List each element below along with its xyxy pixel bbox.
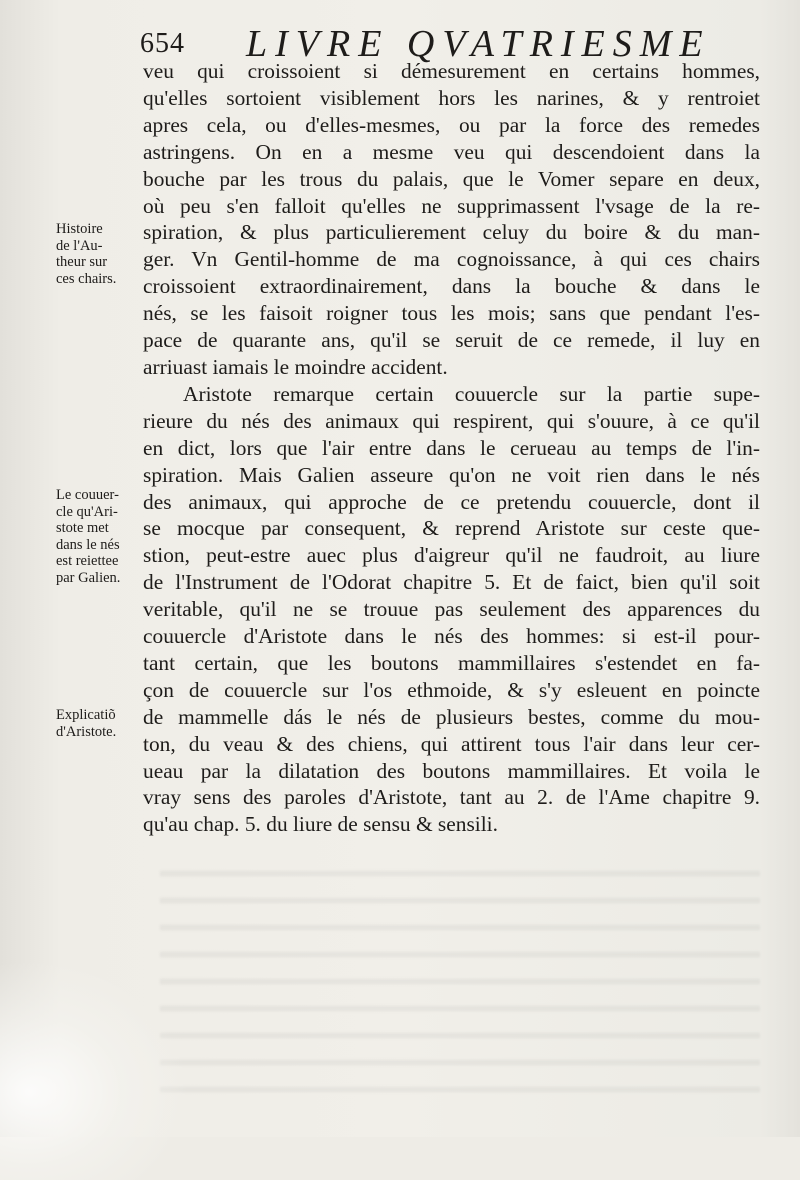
- margin-note-histoire: [56, 221, 142, 287]
- text-line: ueau par la dilatation des boutons mammillaires. Et voila le: [143, 758, 760, 783]
- page-number: 654: [140, 28, 185, 59]
- text-line: arriuast iamais le moindre accident.: [143, 354, 448, 379]
- text-line: çon de couuercle sur l'os ethmoide, & s'y esleuent en poincte: [143, 677, 760, 702]
- text-line: vray sens des paroles d'Aristote, tant au 2. de l'Ame chapitre 9.: [143, 785, 760, 810]
- text-line: se mocque par consequent, & reprend Aristote sur ceste que-: [143, 516, 760, 541]
- margin-note-line: Histoire: [56, 221, 103, 237]
- text-line: ger. Vn Gentil-homme de ma cognoissance, à qui ces chairs: [143, 247, 760, 272]
- paper-stain: [0, 960, 190, 1180]
- text-line: spiration. Mais Galien asseure qu'on ne voit rien dans le nés: [143, 462, 760, 487]
- margin-note-explication: [56, 707, 142, 740]
- margin-note-line: ces chairs.: [56, 270, 117, 287]
- margin-note-line: dans le nés: [56, 536, 120, 553]
- text-line: Aristote remarque certain couuercle sur la partie supe-: [183, 381, 760, 406]
- margin-note-line: de l'Au-: [56, 237, 103, 254]
- margin-note-line: theur sur: [56, 254, 108, 271]
- margin-note-line: par Galien.: [56, 569, 121, 586]
- text-line: où peu s'en falloit qu'elles ne supprimassent l'vsage de la re-: [143, 193, 760, 218]
- margin-note-line: est reiettee: [56, 553, 119, 570]
- text-line: astringens. On en a mesme veu qui descendoient dans la: [143, 139, 760, 164]
- text-line: veu qui croissoient si démesurement en certains hommes,: [143, 59, 760, 83]
- text-line: qu'elles sortoient visiblement hors les narines, & y rentroiet: [143, 85, 760, 110]
- text-line: de l'Instrument de l'Odorat chapitre 5. Et de faict, bien qu'il soit: [143, 570, 760, 595]
- margin-note-line: Le couuer-: [56, 487, 119, 503]
- text-line: en dict, lors que l'air entre dans le cerueau au temps de l'in-: [143, 435, 760, 460]
- text-line: bouche par les trous du palais, que le Vomer separe en deux,: [143, 166, 760, 191]
- text-line: ton, du veau & des chiens, qui attirent tous l'air dans leur cer-: [143, 731, 760, 756]
- text-line: veritable, qu'il ne se trouue pas seulement des apparences du: [143, 597, 760, 622]
- margin-note-line: Explicatiõ: [56, 707, 116, 723]
- text-line: couuercle d'Aristote dans le nés des hommes: si est-il pour-: [143, 624, 760, 649]
- show-through-bleed: [160, 850, 760, 1110]
- text-line: apres cela, ou d'elles-mesmes, ou par la force des remedes: [143, 112, 760, 137]
- margin-note-line: d'Aristote.: [56, 723, 117, 740]
- running-title: LIVRE QVATRIESME: [246, 23, 711, 65]
- text-line: stion, peut-estre auec plus d'aigreur qu'il ne faudroit, au liure: [143, 543, 760, 568]
- text-line: croissoient extraordinairement, dans la bouche & dans le: [143, 274, 760, 299]
- text-line: pace de quarante ans, qu'il se seruit de ce remede, il luy en: [143, 328, 760, 353]
- text-line: spiration, & plus particulierement celuy du boire & du man-: [143, 220, 760, 245]
- text-line: tant certain, que les boutons mammillaires s'estendet en fa-: [143, 650, 760, 675]
- text-line: nés, se les faisoit roigner tous les mois; sans que pendant l'es-: [143, 301, 760, 326]
- margin-note-line: cle qu'Ari-: [56, 503, 118, 520]
- text-line: de mammelle dás le nés de plusieurs bestes, comme du mou-: [143, 704, 760, 729]
- text-line: qu'au chap. 5. du liure de sensu & sensili.: [143, 812, 498, 837]
- text-line: rieure du nés des animaux qui respirent, qui s'ouure, à ce qu'il: [143, 408, 760, 433]
- page-header: [140, 18, 780, 65]
- margin-note-line: stote met: [56, 520, 109, 537]
- margin-note-couuercle: [56, 487, 142, 587]
- main-text: [143, 58, 760, 838]
- text-line: des animaux, qui approche de ce pretendu couuercle, dont il: [143, 489, 760, 514]
